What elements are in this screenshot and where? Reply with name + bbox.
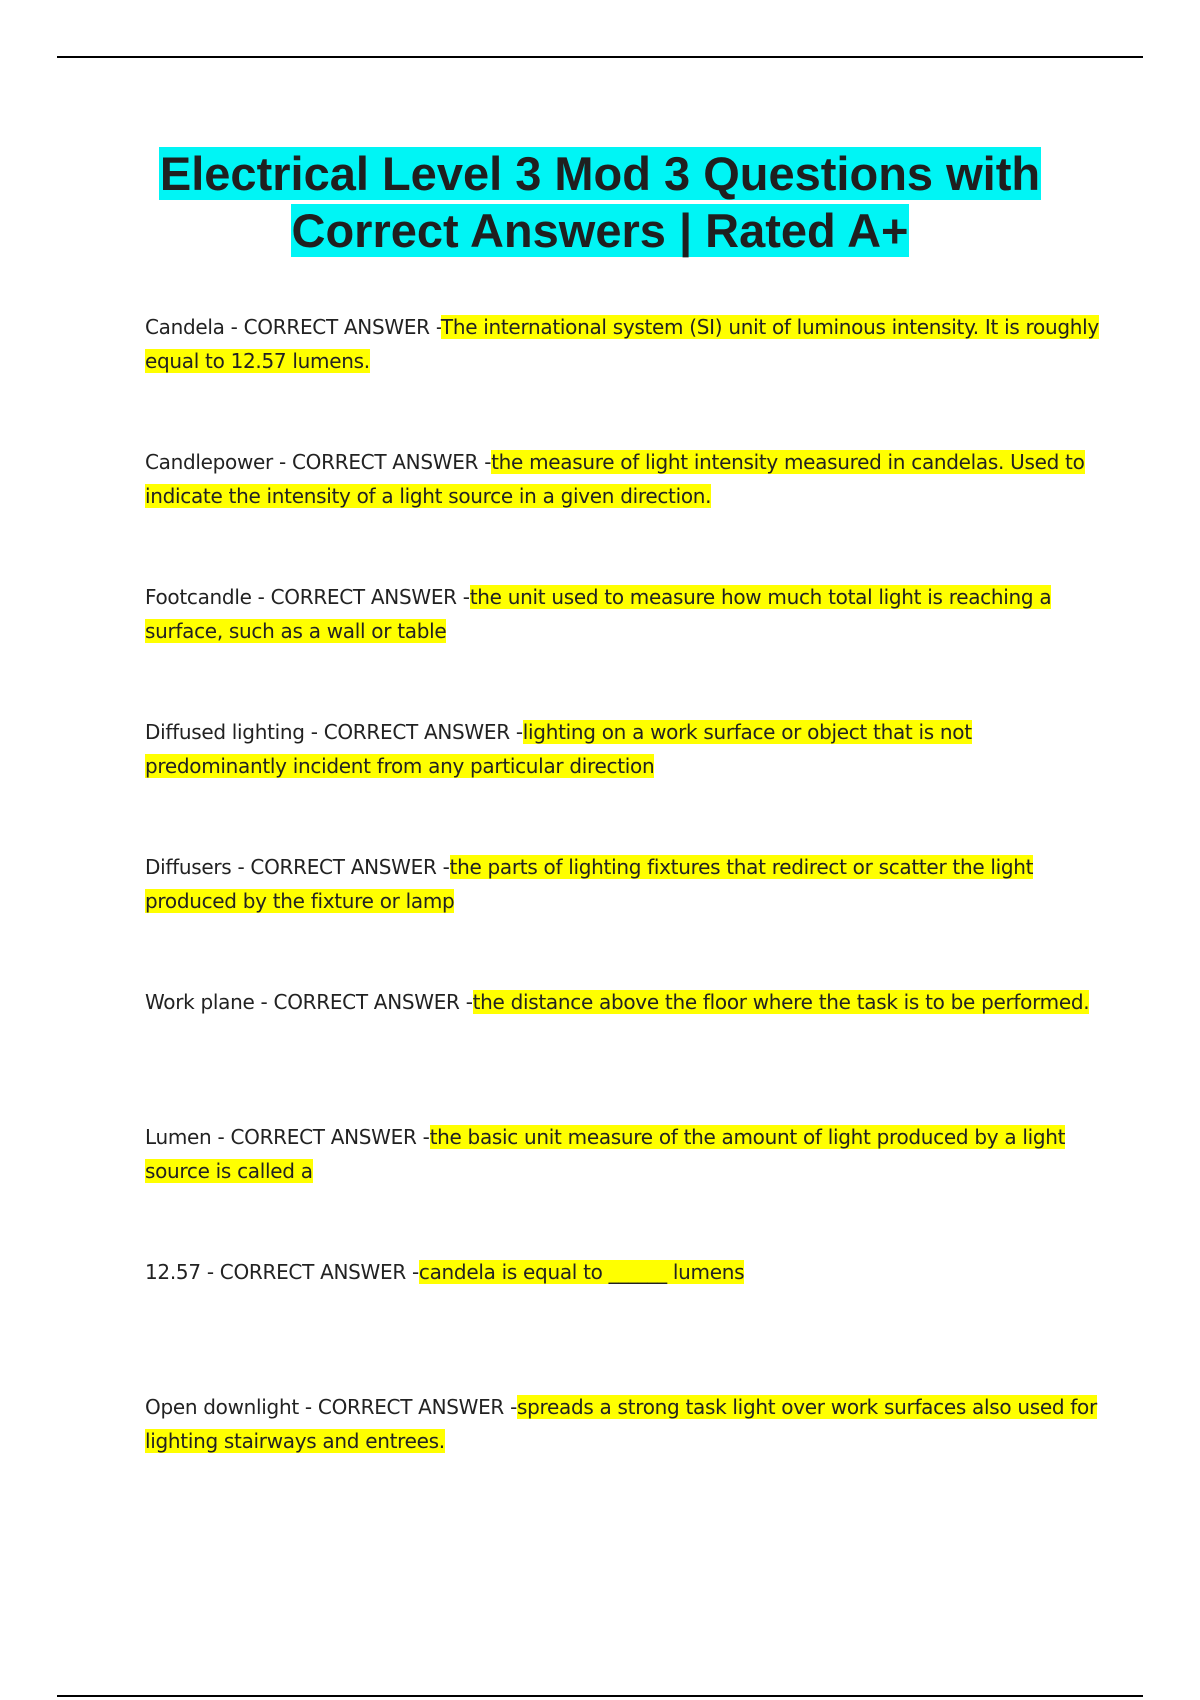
separator: - CORRECT ANSWER - [272,450,492,474]
separator: - CORRECT ANSWER - [231,855,450,879]
answer: the basic unit measure of the amount of light produced by a light source is called a [145,1125,1066,1183]
qa-entry [145,1120,1105,1255]
term: Footcandle [145,585,252,609]
separator: - CORRECT ANSWER - [298,1395,518,1419]
term: Open downlight [145,1395,299,1419]
separator: - CORRECT ANSWER - [251,585,470,609]
answer: candela is equal to ______ lumens [418,1260,745,1284]
answer: spreads a strong task light over work surfaces also used for lighting stairways and entrees. [145,1395,1097,1453]
top-rule [57,56,1143,58]
qa-entry [145,580,1105,715]
qa-entry [145,445,1105,580]
qa-entry [145,310,1105,445]
term: Diffused lighting [145,720,305,744]
qa-entry [145,985,1105,1120]
term: 12.57 [145,1260,201,1284]
qa-list [145,310,1105,1525]
term: Candela [145,315,225,339]
qa-entry [145,850,1105,985]
document-title [0,145,1200,259]
qa-entry [145,715,1105,850]
answer: the distance above the floor where the task is to be performed. [472,990,1090,1014]
title-line-2: Correct Answers | Rated A+ [291,204,909,257]
title-line-1: Electrical Level 3 Mod 3 Questions with [159,147,1041,200]
term: Diffusers [145,855,232,879]
answer: lighting on a work surface or object that is not predominantly incident from any particular direction [145,720,972,778]
answer: the parts of lighting fixtures that redirect or scatter the light produced by the fixture or lamp [145,855,1034,913]
separator: - CORRECT ANSWER - [254,990,473,1014]
answer: the unit used to measure how much total light is reaching a surface, such as a wall or table [145,585,1052,643]
separator: - CORRECT ANSWER - [211,1125,430,1149]
term: Work plane [145,990,255,1014]
term: Lumen [145,1125,212,1149]
term: Candlepower [145,450,273,474]
bottom-rule [57,1695,1143,1697]
answer: The international system (SI) unit of luminous intensity. It is roughly equal to 12.57 lumens. [145,315,1099,373]
separator: - CORRECT ANSWER - [224,315,441,339]
separator: - CORRECT ANSWER - [200,1260,419,1284]
separator: - CORRECT ANSWER - [304,720,523,744]
qa-entry [145,1255,1105,1390]
qa-entry [145,1390,1105,1525]
answer: the measure of light intensity measured in candelas. Used to indicate the intensity of a light source in a given direction. [145,450,1085,508]
